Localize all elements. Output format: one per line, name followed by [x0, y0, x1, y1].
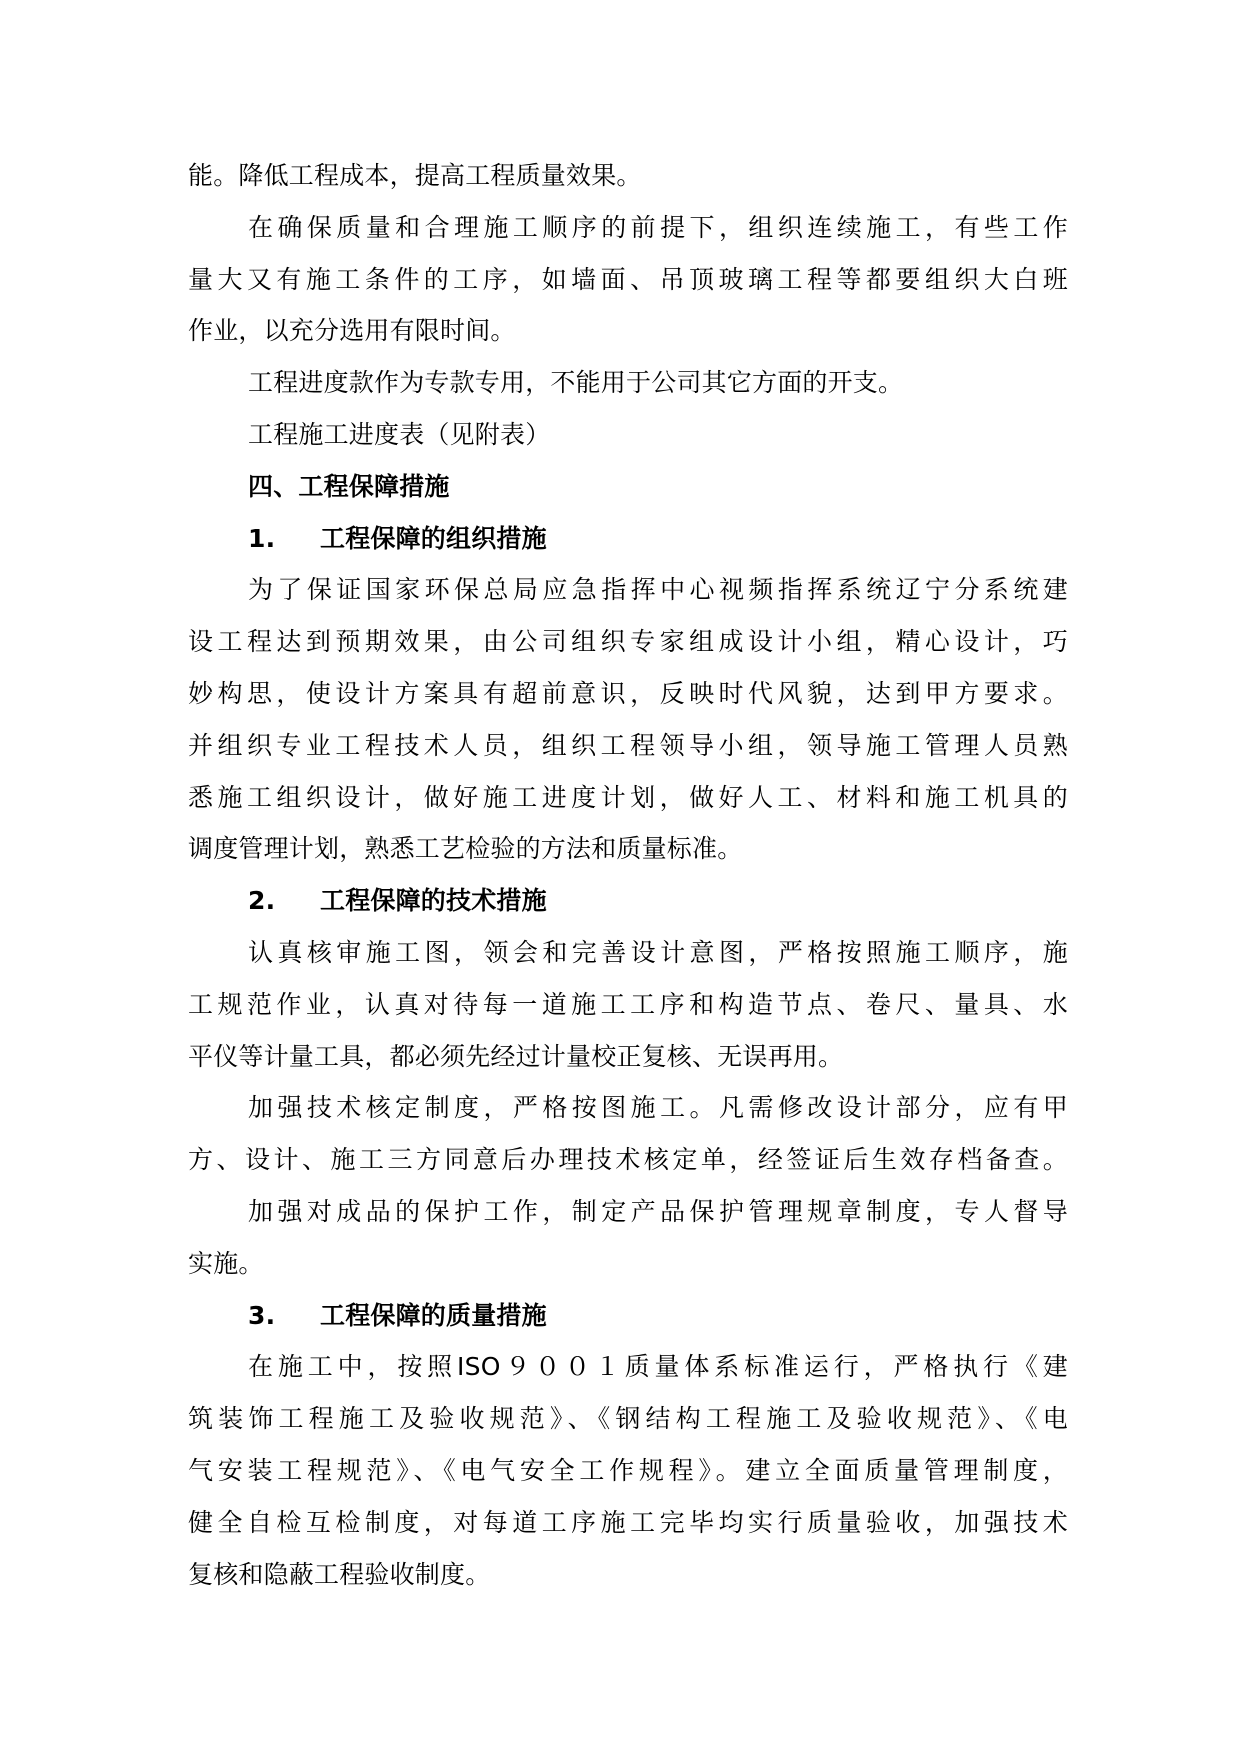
heading-text: 工程保障的组织措施	[320, 523, 547, 553]
text-line: 设工程达到预期效果，由公司组织专家组成设计小组，精心设计，巧	[188, 627, 1068, 657]
heading-text: 工程保障的质量措施	[320, 1300, 547, 1330]
text-line: 在施工中，按照ISO９００１质量体系标准运行，严格执行《建	[248, 1352, 1068, 1382]
heading-number: 2.	[248, 886, 276, 916]
text-line: 加强对成品的保护工作，制定产品保护管理规章制度，专人督导	[248, 1196, 1068, 1226]
text-line: 在确保质量和合理施工顺序的前提下，组织连续施工，有些工作	[248, 212, 1068, 242]
text-line: 健全自检互检制度，对每道工序施工完毕均实行质量验收，加强技术	[188, 1507, 1068, 1537]
text-line: 作业，以充分选用有限时间。	[188, 316, 516, 346]
text-line: 工程施工进度表（见附表）	[248, 419, 551, 449]
text-line: 方、设计、施工三方同意后办理技术核定单，经签证后生效存档备查。	[188, 1145, 1068, 1175]
text-line: 平仪等计量工具，都必须先经过计量校正复核、无误再用。	[188, 1041, 844, 1071]
document-body	[188, 150, 1068, 1600]
subsection-heading	[188, 513, 1068, 565]
text-line: 工程进度款作为专款专用，不能用于公司其它方面的开支。	[248, 368, 904, 398]
subsection-heading	[188, 1290, 1068, 1342]
text-line: 工规范作业，认真对待每一道施工工序和构造节点、卷尺、量具、水	[188, 989, 1068, 1019]
text-line: 加强技术核定制度，严格按图施工。凡需修改设计部分，应有甲	[248, 1093, 1068, 1123]
text-line: 复核和隐蔽工程验收制度。	[188, 1559, 491, 1589]
text-line: 气安装工程规范》、《电气安全工作规程》。建立全面质量管理制度，	[188, 1455, 1068, 1485]
text-line: 量大又有施工条件的工序，如墙面、吊顶玻璃工程等都要组织大白班	[188, 264, 1068, 294]
text-line: 悉施工组织设计，做好施工进度计划，做好人工、材料和施工机具的	[188, 782, 1068, 812]
text-line: 调度管理计划，熟悉工艺检验的方法和质量标准。	[188, 834, 743, 864]
text-line: 能。降低工程成本，提高工程质量效果。	[188, 161, 642, 190]
text-line: 实施。	[188, 1248, 264, 1278]
text-line: 并组织专业工程技术人员，组织工程领导小组，领导施工管理人员熟	[188, 730, 1068, 760]
heading-number: 3.	[248, 1300, 276, 1330]
text-line: 妙构思，使设计方案具有超前意识，反映时代风貌，达到甲方要求。	[188, 678, 1068, 708]
section-heading: 四、工程保障措施	[248, 471, 450, 501]
text-line: 筑装饰工程施工及验收规范》、《钢结构工程施工及验收规范》、《电	[188, 1404, 1068, 1434]
text-line: 认真核审施工图，领会和完善设计意图，严格按照施工顺序，施	[248, 937, 1068, 967]
subsection-heading	[188, 875, 1068, 927]
heading-text: 工程保障的技术措施	[320, 886, 547, 916]
text-line: 为了保证国家环保总局应急指挥中心视频指挥系统辽宁分系统建	[248, 575, 1068, 605]
heading-number: 1.	[248, 523, 276, 553]
